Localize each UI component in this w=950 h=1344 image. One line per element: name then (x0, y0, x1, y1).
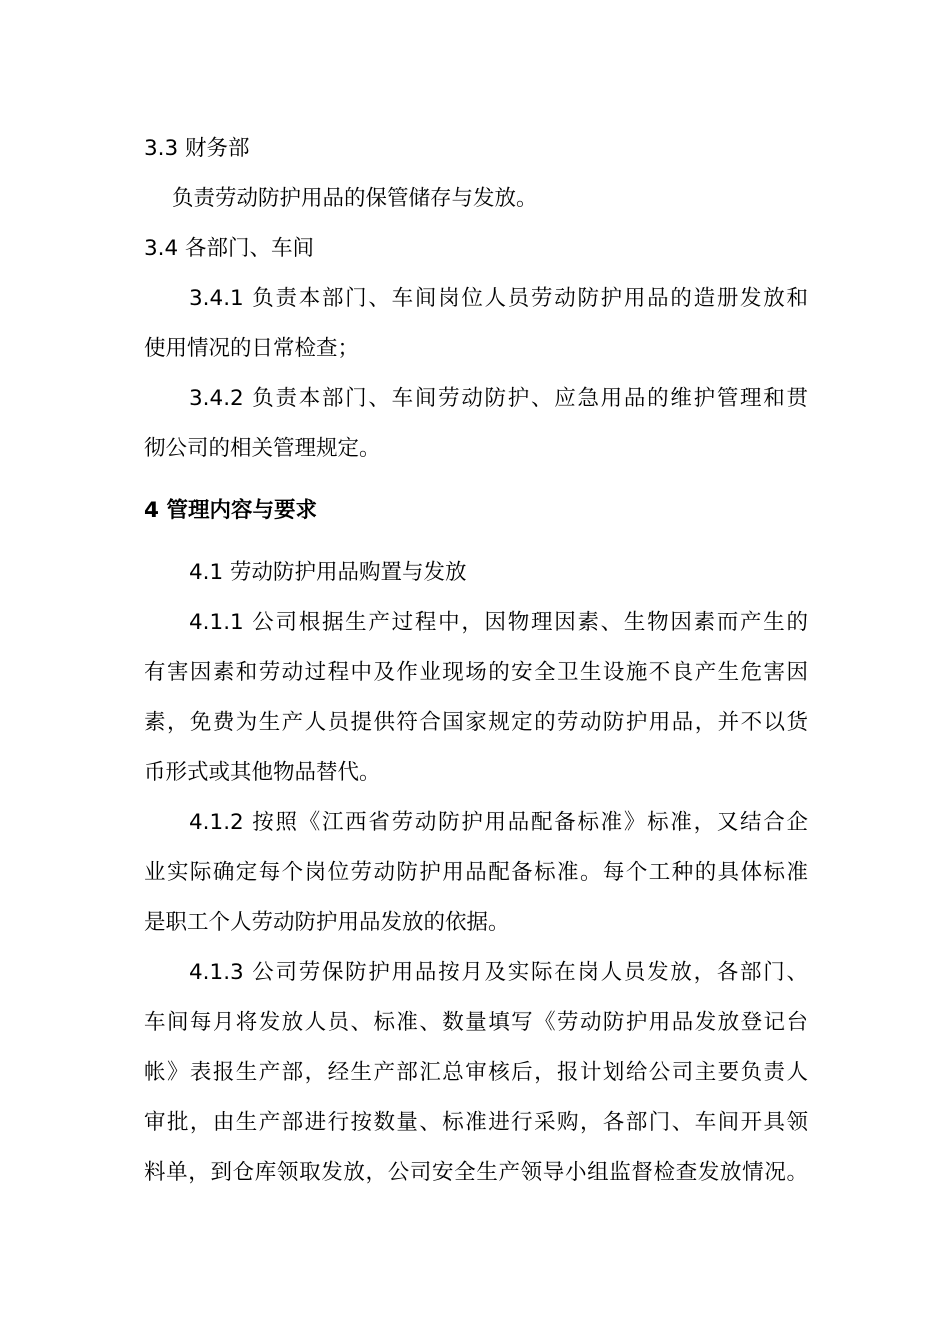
paragraph-line: 负责劳动防护用品的保管储存与发放。 (172, 186, 538, 211)
paragraph-line: 有害因素和劳动过程中及作业现场的安全卫生设施不良产生危害因 (144, 660, 808, 685)
paragraph-line: 使用情况的日常检查； (144, 336, 360, 361)
paragraph-line: 车间每月将发放人员、标准、数量填写《劳动防护用品发放登记台 (144, 1010, 808, 1035)
paragraph-line: 帐》表报生产部，经生产部汇总审核后，报计划给公司主要负责人 (144, 1060, 808, 1085)
paragraph-line: 币形式或其他物品替代。 (144, 760, 381, 785)
section-heading-3-3: 3.3 财务部 (144, 136, 250, 161)
paragraph-line: 素，免费为生产人员提供符合国家规定的劳动防护用品，并不以货 (144, 710, 808, 735)
paragraph-line: 彻公司的相关管理规定。 (144, 436, 381, 461)
subsection-heading-4-1: 4.1 劳动防护用品购置与发放 (189, 560, 467, 585)
section-heading-3-4: 3.4 各部门、车间 (144, 236, 315, 261)
paragraph-line: 4.1.3 公司劳保防护用品按月及实际在岗人员发放，各部门、 (189, 960, 808, 985)
paragraph-line: 是职工个人劳动防护用品发放的依据。 (144, 910, 510, 935)
paragraph-line: 4.1.1 公司根据生产过程中，因物理因素、生物因素而产生的 (189, 610, 808, 635)
paragraph-line: 审批，由生产部进行按数量、标准进行采购，各部门、车间开具领 (144, 1110, 808, 1135)
paragraph-line: 料单，到仓库领取发放，公司安全生产领导小组监督检查发放情况。 (144, 1160, 808, 1185)
section-heading-4: 4 管理内容与要求 (144, 498, 317, 523)
paragraph-line: 业实际确定每个岗位劳动防护用品配备标准。每个工种的具体标准 (144, 860, 808, 885)
paragraph-line: 3.4.2 负责本部门、车间劳动防护、应急用品的维护管理和贯 (189, 386, 808, 411)
paragraph-line: 3.4.1 负责本部门、车间岗位人员劳动防护用品的造册发放和 (189, 286, 808, 311)
paragraph-line: 4.1.2 按照《江西省劳动防护用品配备标准》标准，又结合企 (189, 810, 808, 835)
